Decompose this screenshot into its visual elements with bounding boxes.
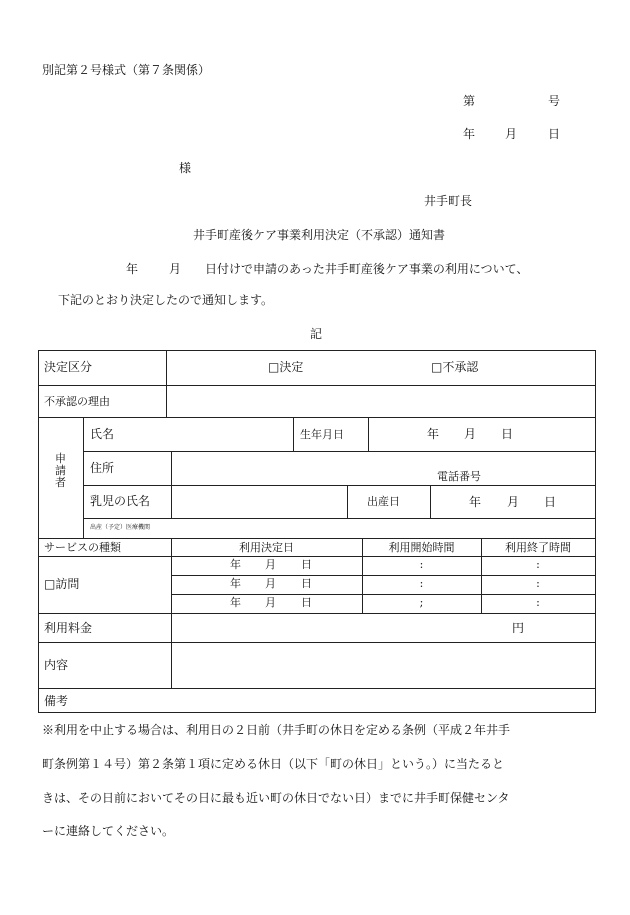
decision-option-reject[interactable]: □不承認 — [431, 360, 479, 374]
phone-label: 電話番号 — [437, 470, 481, 483]
content-label: 内容 — [44, 658, 69, 672]
addressee-suffix: 様 — [179, 161, 192, 175]
doc-no-prefix: 第 — [463, 94, 476, 108]
delivery-date-label: 出産日 — [367, 495, 400, 508]
header-end-time: 利用終了時間 — [505, 541, 571, 554]
row-year: 年 — [230, 558, 241, 571]
row-day: 日 — [301, 577, 312, 590]
row-end-time: : — [536, 596, 540, 609]
note-line: ※利用を中止する場合は、利用日の２日前（井手町の休日を定める条例（平成２年井手 — [42, 723, 511, 737]
row-day: 日 — [301, 596, 312, 609]
applicant-label: 申請者 — [55, 452, 66, 490]
row-end-time: : — [536, 577, 540, 590]
note-line: ーに連絡してください。 — [42, 824, 175, 838]
birthdate-label: 生年月日 — [300, 428, 344, 441]
rejection-reason-label: 不承認の理由 — [44, 395, 110, 408]
delivery-date-year: 年 — [469, 495, 482, 509]
row-month: 月 — [265, 596, 276, 609]
row-month: 月 — [265, 577, 276, 590]
date-day: 日 — [548, 127, 561, 141]
delivery-date-month: 月 — [507, 495, 520, 509]
note-line: きは、その日前においてその日に最も近い町の休日でない日）までに井手町保健センタ — [42, 791, 510, 805]
intro-month: 月 — [169, 262, 182, 276]
birthdate-day: 日 — [501, 427, 514, 441]
remarks-label: 備考 — [44, 694, 69, 708]
row-day: 日 — [301, 558, 312, 571]
document-title: 井手町産後ケア事業利用決定（不承認）通知書 — [193, 228, 446, 242]
intro-line2: 下記のとおり決定したので通知します。 — [58, 293, 274, 307]
form-number: 別記第２号様式（第７条関係） — [42, 63, 211, 77]
date-month: 月 — [505, 127, 518, 141]
fee-unit: 円 — [512, 621, 525, 635]
ki-heading: 記 — [310, 327, 323, 341]
fee-label: 利用料金 — [44, 621, 93, 635]
doc-no-suffix: 号 — [548, 94, 561, 108]
header-service-type: サービスの種類 — [44, 541, 121, 554]
sender-name: 井手町長 — [424, 194, 473, 208]
service-type-visit[interactable]: □訪問 — [44, 577, 80, 591]
row-month: 月 — [265, 558, 276, 571]
row-year: 年 — [230, 577, 241, 590]
row-end-time: : — [536, 558, 540, 571]
row-start-time: : — [419, 577, 424, 590]
hospital-label: 出産（予定）医療機関 — [90, 524, 151, 531]
decision-label: 決定区分 — [44, 360, 93, 374]
intro-line1: 日付けで申請のあった井手町産後ケア事業の利用について、 — [205, 262, 529, 276]
row-start-time: ; — [419, 596, 424, 609]
row-year: 年 — [230, 596, 241, 609]
infant-name-label: 乳児の氏名 — [90, 494, 151, 508]
header-start-time: 利用開始時間 — [388, 541, 455, 554]
header-decision-date: 利用決定日 — [239, 541, 294, 554]
name-label: 氏名 — [90, 427, 115, 441]
row-start-time: : — [419, 558, 424, 571]
address-label: 住所 — [90, 461, 115, 475]
birthdate-year: 年 — [427, 427, 440, 441]
delivery-date-day: 日 — [544, 495, 557, 509]
birthdate-month: 月 — [464, 427, 477, 441]
decision-option-approve[interactable]: □決定 — [268, 360, 304, 374]
date-year: 年 — [463, 127, 476, 141]
intro-year: 年 — [126, 262, 139, 276]
note-line: 町条例第１４号）第２条第１項に定める休日（以下「町の休日」という。）に当たると — [42, 757, 505, 771]
